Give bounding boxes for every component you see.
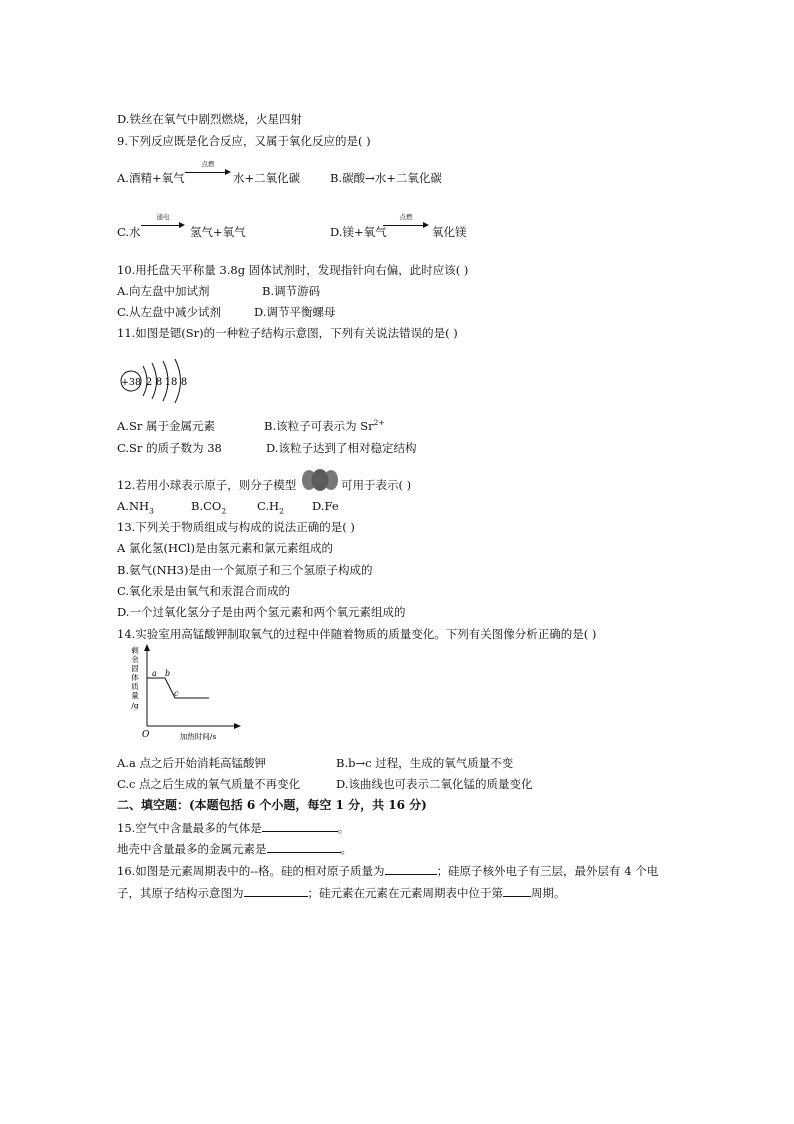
q9-option-d-left: D.镁+氧气	[330, 225, 387, 239]
mass-vs-time-graph	[113, 642, 243, 742]
shell-electron-count: 8	[155, 377, 163, 388]
y-axis-label: 质	[131, 682, 139, 691]
q11-option-c: C.Sr 的质子数为 38	[117, 441, 222, 455]
q14-option-c: C.c 点之后生成的氧气质量不再变化	[117, 777, 301, 791]
y-axis-label: 体	[131, 673, 139, 682]
reaction-arrow	[141, 213, 185, 230]
nucleus-charge: +38	[120, 377, 142, 388]
arrow-icon	[423, 222, 429, 228]
q9-option-c-right: 氢气+氧气	[190, 225, 246, 239]
answer-blank[interactable]	[385, 863, 437, 875]
q9-option-c-left: C.水	[117, 225, 141, 239]
q12-option-c: $C.H_2$	[257, 499, 284, 516]
reaction-condition: 点燃	[201, 160, 215, 168]
y-axis-label: 余	[131, 655, 139, 664]
point-c-label: c	[174, 689, 179, 698]
q11-stem: 11.如图是锶(Sr)的一种粒子结构示意图，下列有关说法错误的是( )	[117, 326, 458, 340]
q10-option-c: C.从左盘中减少试剂	[117, 305, 222, 319]
shell-electron-count: 18	[164, 377, 178, 388]
q12-option-d: D.Fe	[312, 499, 339, 513]
point-b-label: b	[165, 669, 171, 678]
q9-option-a-left: A.酒精+氧气	[117, 171, 185, 185]
q10-option-d: D.调节平衡螺母	[254, 305, 336, 319]
q9-option-b: B.碳酸→水+二氧化碳	[330, 171, 442, 185]
q14-stem: 14.实验室用高锰酸钾制取氧气的过程中伴随着物质的质量变化。下列有关图像分析正确的是( )	[117, 627, 597, 641]
q15-line-1: 15.空气中含量最多的气体是 。	[117, 821, 350, 835]
q13-option-a: A 氯化氢(HCl)是由氢元素和氯元素组成的	[117, 541, 333, 555]
shell-electron-count: 8	[180, 377, 188, 388]
q11-option-d: D.该粒子达到了相对稳定结构	[266, 441, 417, 455]
q10-option-b: B.调节游码	[262, 284, 321, 298]
q14-option-b: B.b→c 过程，生成的氧气质量不变	[336, 756, 514, 770]
q10-stem: 10.用托盘天平称量 3.8g 固体试剂时，发现指针向右偏，此时应该( )	[117, 263, 469, 277]
q12-option-a: $A.NH_3$	[117, 499, 154, 516]
q13-stem: 13.下列关于物质组成与构成的说法正确的是( )	[117, 520, 355, 534]
q13-option-c: C.氧化汞是由氧气和汞混合而成的	[117, 584, 291, 598]
y-axis-label: 固	[131, 664, 139, 673]
y-axis-label: 量	[131, 691, 139, 700]
q9-option-d-right: 氧化镁	[432, 225, 467, 239]
arrow-icon	[225, 169, 231, 175]
q13-option-d: D.一个过氧化氢分子是由两个氢元素和两个氧元素组成的	[117, 605, 406, 619]
reaction-condition: 点燃	[399, 213, 413, 221]
molecule-model-image	[300, 467, 340, 493]
q12-stem-right: 可用于表示( )	[341, 478, 412, 492]
answer-blank[interactable]	[244, 885, 308, 897]
q8-option-d: D.铁丝在氧气中剧烈燃烧，火星四射	[117, 112, 302, 126]
strontium-ion-structure-diagram	[115, 355, 195, 411]
y-axis-label: 剩	[131, 646, 139, 655]
q9-option-a-right: 水+二氧化碳	[233, 171, 301, 185]
y-axis-label: /g	[131, 701, 139, 710]
q14-option-d: D.该曲线也可表示二氧化锰的质量变化	[336, 777, 533, 791]
answer-blank[interactable]	[267, 841, 341, 853]
q10-option-a: A.向左盘中加试剂	[117, 284, 210, 298]
origin-label: O	[142, 730, 150, 740]
q12-option-b: $B.CO_2$	[191, 499, 227, 516]
shell-electron-count: 2	[145, 377, 153, 388]
q9-stem: 9.下列反应既是化合反应，又属于氧化反应的是( )	[117, 134, 371, 148]
q11-option-b: B.该粒子可表示为 $Sr^{2+}$	[264, 418, 385, 433]
q11-option-a: A.Sr 属于金属元素	[117, 419, 215, 433]
reaction-arrow	[185, 160, 231, 177]
arrow-icon	[179, 222, 185, 228]
q16-line-1: 16.如图是元素周期表中的--格。硅的相对原子质量为 ；硅原子核外电子有三层，最外层有 4 个电	[117, 864, 659, 878]
section-title: 二、填空题：(本题包括 6 个小题，每空 1 分，共 16 分)	[117, 798, 427, 812]
q16-line-2: 子，其原子结构示意图为 ；硅元素在元素在元素周期表中位于第 周期。	[117, 886, 566, 900]
answer-blank[interactable]	[262, 820, 338, 832]
q15-line-2: 地壳中含量最多的金属元素是 。	[117, 842, 352, 856]
point-a-label: a	[152, 669, 157, 678]
reaction-arrow	[383, 213, 429, 230]
x-axis-label: 加热时间/s	[179, 732, 217, 741]
answer-blank[interactable]	[503, 885, 531, 897]
q13-option-b: B.氨气(NH3)是由一个氮原子和三个氢原子构成的	[117, 563, 373, 577]
q12-stem-left: 12.若用小球表示原子，则分子模型	[117, 478, 297, 492]
q14-option-a: A.a 点之后开始消耗高锰酸钾	[117, 756, 266, 770]
reaction-condition: 通电	[156, 213, 170, 221]
